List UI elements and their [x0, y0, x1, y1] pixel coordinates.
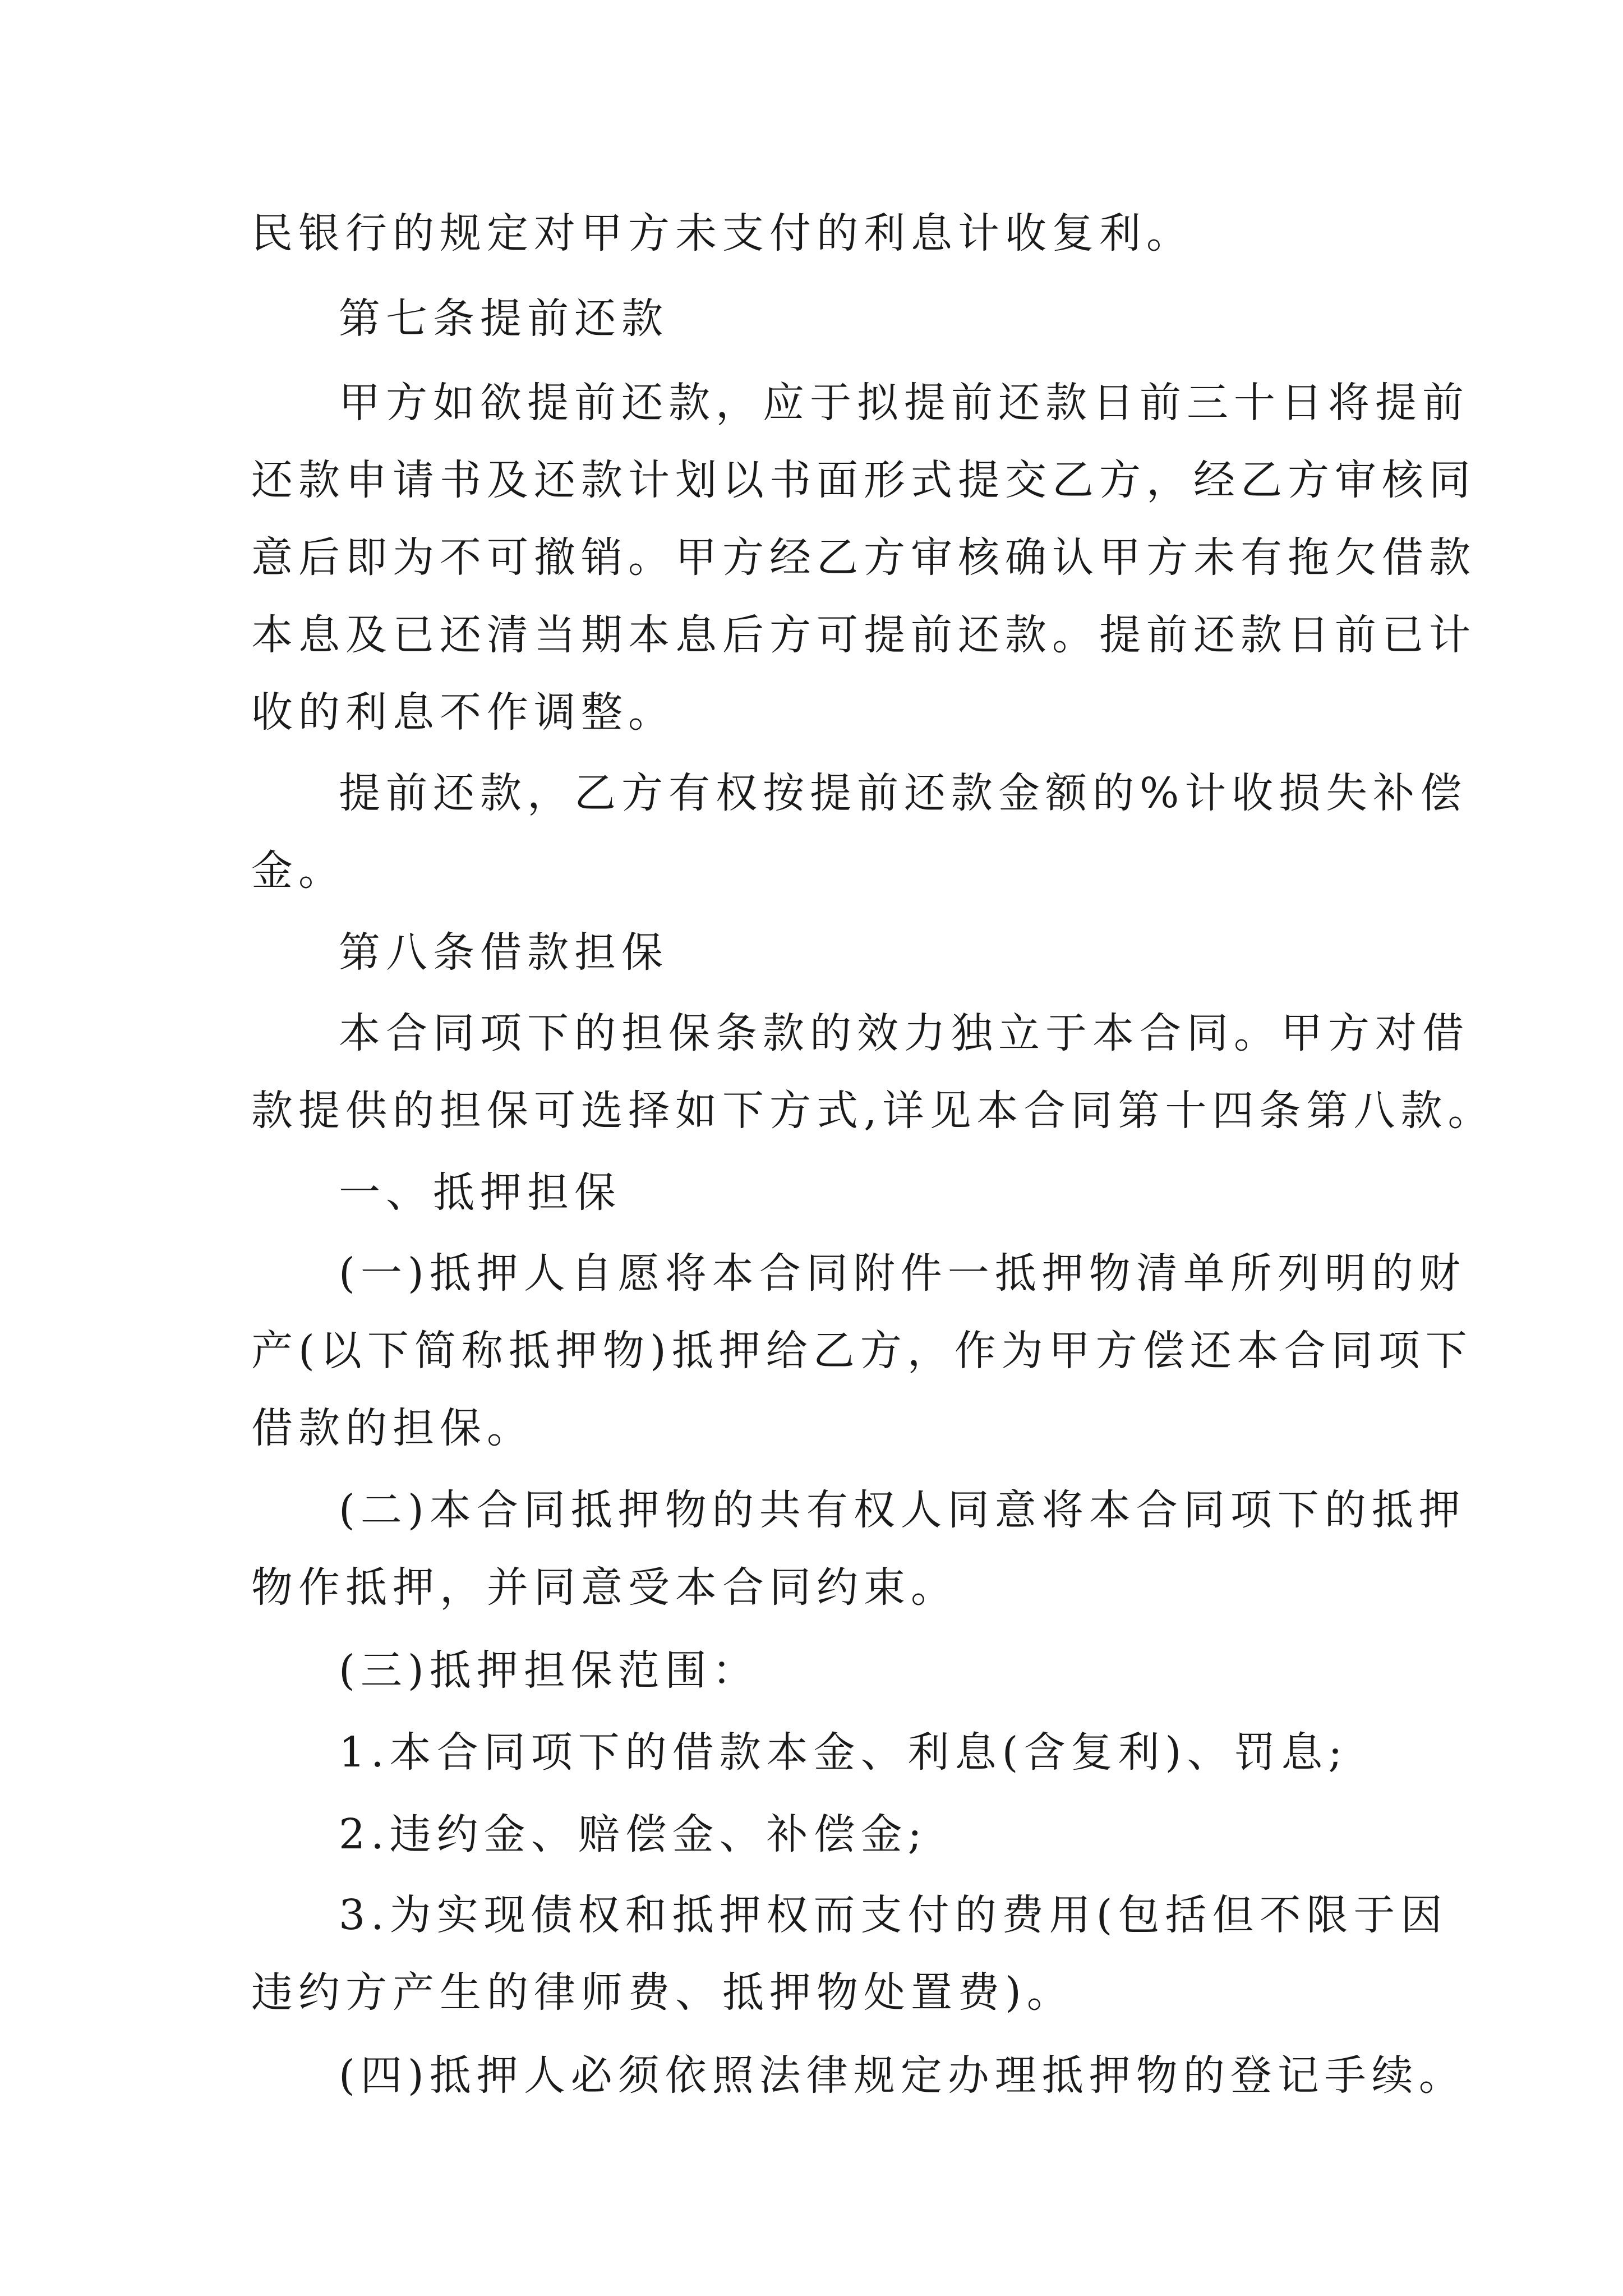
- text-line: 借款的担保。: [251, 1404, 534, 1452]
- text-line: 民银行的规定对甲方未支付的利息计收复利。: [251, 209, 1193, 257]
- text-line: 提前还款，乙方有权按提前还款金额的%计收损失补偿: [339, 769, 1468, 817]
- text-line: 物作抵押，并同意受本合同约束。: [251, 1563, 958, 1612]
- text-line: 还款申请书及还款计划以书面形式提交乙方，经乙方审核同: [251, 456, 1476, 504]
- text-line: 意后即为不可撤销。甲方经乙方审核确认甲方未有拖欠借款: [251, 533, 1476, 582]
- text-line: 甲方如欲提前还款，应于拟提前还款日前三十日将提前: [339, 379, 1469, 427]
- text-line: 产(以下简称抵押物)抵押给乙方，作为甲方偿还本合同项下: [251, 1327, 1473, 1375]
- text-line: (四)抵押人必须依照法律规定办理抵押物的登记手续。: [339, 2051, 1466, 2100]
- text-line: 金。: [251, 846, 345, 895]
- section-heading: 第八条借款担保: [339, 928, 668, 977]
- text-line: (一)抵押人自愿将本合同附件一抵押物清单所列明的财: [339, 1249, 1466, 1297]
- text-line: 违约方产生的律师费、抵押物处置费)。: [251, 1968, 1074, 2017]
- text-line: (三)抵押担保范围：: [339, 1646, 759, 1695]
- text-line: 本息及已还清当期本息后方可提前还款。提前还款日前已计: [251, 611, 1476, 659]
- text-line: 一、抵押担保: [339, 1168, 621, 1217]
- text-line: (二)本合同抵押物的共有权人同意将本合同项下的抵押: [339, 1486, 1466, 1534]
- text-line: 1.本合同项下的借款本金、利息(含复利)、罚息;: [339, 1728, 1348, 1777]
- text-line: 2.违约金、赔偿金、补偿金;: [339, 1810, 928, 1858]
- section-heading: 第七条提前还款: [339, 295, 668, 343]
- text-line: 3.为实现债权和抵押权而支付的费用(包括但不限于因: [339, 1891, 1448, 1939]
- text-line: 款提供的担保可选择如下方式,详见本合同第十四条第八款。: [251, 1087, 1495, 1135]
- text-line: 本合同项下的担保条款的效力独立于本合同。甲方对借: [339, 1009, 1469, 1057]
- text-line: 收的利息不作调整。: [251, 688, 675, 737]
